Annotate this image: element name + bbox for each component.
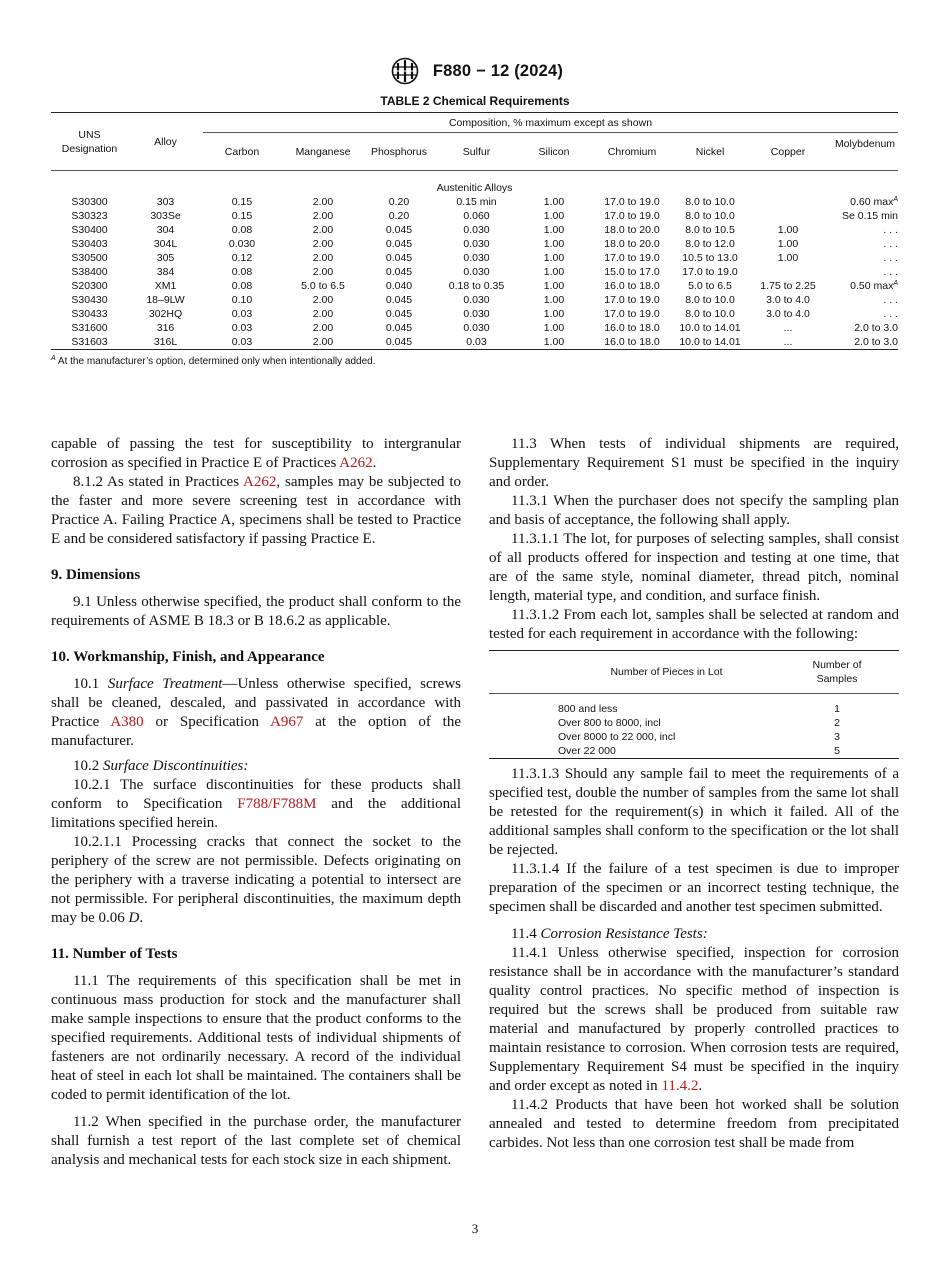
table-row [51,209,898,223]
paragraph-11-3-1: 11.3.1 When the purchaser does not specify the sampling plan and basis of acceptance, the following shall apply. [489,493,899,528]
table-cell: 0.03 [231,308,253,320]
composition-header: Composition, % maximum except as shown [203,113,898,133]
table-footnote: $^A$ At the manufacturer’s option, determined only when intentionally added. [51,355,376,367]
table-cell: . . . [883,252,898,264]
table-cell: 1.00 [543,280,565,292]
table-cell: S30400 [71,224,108,236]
table-cell: 17.0 to 19.0 [604,196,660,208]
table-cell: 0.15 min [456,196,497,208]
table-cell: 1.75 to 2.25 [760,280,816,292]
table-cell: 2.00 [312,266,334,278]
table-cell: 302HQ [148,308,183,320]
lot-row [489,730,899,744]
table-cell: XM1 [154,280,177,292]
table-cell: ... [783,322,793,334]
table-cell: 0.03 [433,335,520,350]
col-header-molybdenum: Molybdenum [832,133,898,171]
table-cell: 10.5 to 13.0 [682,252,738,264]
table-cell: 1.00 [543,322,565,334]
table-cell: 17.0 to 19.0 [604,294,660,306]
table-cell: 18.0 to 20.0 [604,238,660,250]
paragraph-10-2: 10.2 Surface Discontinuities: [73,758,249,774]
table-cell: 0.03 [231,322,253,334]
table-cell: 10.0 to 14.01 [679,322,741,334]
table-cell: S30323 [71,210,108,222]
paragraph-8-1-1-cont: capable of passing the test for susceptibility to intergranular corrosion as specified in Practice E of Practices A262. [51,436,461,471]
table-cell: 0.60 $\max^A$ [850,196,898,208]
table-cell: 0.045 [385,224,413,236]
section-10-heading: 10. Workmanship, Finish, and Appearance [51,649,325,665]
table-cell: 17.0 to 19.0 [604,210,660,222]
table-cell: 16.0 to 18.0 [604,280,660,292]
table-cell: 1.00 [543,224,565,236]
table-cell: 8.0 to 10.5 [685,224,735,236]
paragraph-11-3-1-2: 11.3.1.2 From each lot, samples shall be selected at random and tested for each requirement in accordance with the following: [489,607,899,642]
table-cell: 0.03 [203,335,281,350]
table-cell: 2.0 to 3.0 [832,335,898,350]
col-header-alloy: Alloy [128,113,203,171]
footnote-mark: A [51,355,56,362]
lot-range: Over 22 000 [558,744,775,759]
table-row [51,237,898,251]
table-cell: Se 0.15 min [841,210,898,222]
table-cell: 1.00 [543,308,565,320]
lot-samples: 5 [775,744,899,759]
table-cell: 16.0 to 18.0 [588,335,676,350]
table-cell: 0.045 [385,308,413,320]
col-header-nickel: Nickel [676,133,744,171]
paragraph-8-1-2: 8.1.2 As stated in Practices A262, samples may be subjected to the faster and more severe screening test in accordance with Practice A. Failing Practice A, specimens shall be tested to Practice E and be considered satisfactory if passing Practice E. [51,474,461,547]
lot-samples: 2 [834,717,840,729]
table-cell: 1.00 [543,252,565,264]
link-f788[interactable]: F788/F788M [237,796,317,812]
table-cell: 5.0 to 6.5 [301,280,345,292]
lot-col-samples: Number of Samples [775,651,899,694]
paragraph-11-3-1-1: 11.3.1.1 The lot, for purposes of selecting samples, shall consist of all products offered for inspection and testing at one time, that are of the same style, nominal diameter, thread pitch, nominal length, material type, and condition, and surface finish. [489,531,899,604]
section-9-heading: 9. Dimensions [51,567,141,583]
col-header-carbon: Carbon [203,133,281,171]
table-cell: 0.045 [385,252,413,264]
table-cell: 0.030 [463,252,490,264]
table-cell: 5.0 to 6.5 [688,280,732,292]
paragraph-10-1: 10.1 Surface Treatment—Unless otherwise specified, screws shall be cleaned, descaled, and passivated in accordance with Practice A380 or Specification A967 at the option of the manufacturer. [51,676,461,749]
document-designation: F880 − 12 (2024) [432,61,564,80]
section-11-heading: 11. Number of Tests [51,946,178,962]
lot-range: Over 800 to 8000, incl [558,717,661,729]
table-cell: 0.030 [228,238,256,250]
paragraph-10-2-1-1: 10.2.1.1 Processing cracks that connect the socket to the periphery of the screw are not permissible. Defects originating on the periphery with a traverse indicating a potential to intersect are not permissible. For peripheral discontinuities, the maximum depth may be 0.06 D. [51,834,461,926]
table-cell: 0.15 [231,196,253,208]
table-cell: 2.00 [312,308,334,320]
table-cell: 0.060 [463,210,490,222]
lot-samples: 1 [834,703,840,715]
table-cell: 8.0 to 10.0 [685,196,735,208]
table-cell: 0.030 [463,308,490,320]
page-number: 3 [471,1221,479,1236]
table-cell: 8.0 to 10.0 [685,210,735,222]
lot-row [489,744,899,759]
table-cell: 17.0 to 19.0 [682,266,738,278]
table-cell: 384 [156,266,175,278]
table-cell: 0.08 [231,280,253,292]
astm-logo-icon [387,57,423,85]
table-cell: 1.00 [543,210,565,222]
table-cell: 10.0 to 14.01 [676,335,744,350]
lot-range: 800 and less [558,703,618,715]
table-cell: 0.08 [231,224,253,236]
table-cell: 316 [156,322,175,334]
table-cell: 2.00 [312,210,334,222]
table-cell: 304L [153,238,178,250]
table-cell: 0.040 [385,280,413,292]
table-cell: 305 [156,252,175,264]
table-cell: 1.00 [543,294,565,306]
table-row [51,251,898,265]
table-cell: 2.00 [312,252,334,264]
table-cell: 2.00 [281,335,365,350]
table-cell: 0.045 [385,266,413,278]
table-cell: . . . [883,266,898,278]
paragraph-11-3: 11.3 When tests of individual shipments are required, Supplementary Requirement S1 must be specified in the inquiry and order. [489,436,899,490]
table-cell: 8.0 to 10.0 [685,294,735,306]
table-cell: 303Se [150,210,181,222]
table-cell [744,195,832,209]
table-cell: 0.10 [231,294,253,306]
table-cell: 0.15 [231,210,253,222]
paragraph-11-4-1: 11.4.1 Unless otherwise specified, inspection for corrosion resistance shall be in accordance with the manufacturer’s standard quality control practices. No specific method of inspection is required but the screws shall be produced from suitable raw material and manufactured by properly controlled practices to maintain resistance to corrosion. When corrosion tests are required, Supplementary Requirement S4 must be specified in the inquiry and order except as noted in 11.4.2. [489,945,899,1094]
table-cell: 1.00 [543,266,565,278]
link-a262[interactable]: A262 [339,455,373,471]
table-cell: 18.0 to 20.0 [604,224,660,236]
table-row [51,265,898,279]
col-header-chromium: Chromium [588,133,676,171]
table-cell: 3.0 to 4.0 [766,294,810,306]
table-cell: 3.0 to 4.0 [766,308,810,320]
table-cell: . . . [883,308,898,320]
table-row [51,321,898,335]
footnote-ref: A [893,196,898,203]
table-cell [744,265,832,279]
lot-row [489,716,899,730]
table-cell: 1.00 [543,238,565,250]
col-header-uns: UNS Designation [51,113,128,171]
table-cell: . . . [883,294,898,306]
footnote-ref: A [893,280,898,287]
link-a262-2[interactable]: A262 [243,474,277,490]
table-row [51,279,898,293]
table-cell: 2.00 [312,294,334,306]
link-11-4-2[interactable]: 11.4.2 [661,1078,699,1094]
lot-sample-table [489,650,899,759]
right-column [489,435,899,1153]
table-cell: . . . [883,224,898,236]
col-header-phosphorus: Phosphorus [365,133,433,171]
table-cell: 1.00 [777,252,799,264]
table-cell: S38400 [71,266,108,278]
table-cell: 2.00 [312,224,334,236]
chemical-requirements-table [51,112,898,350]
table-cell: 8.0 to 12.0 [685,238,735,250]
table-row [51,195,898,209]
table-cell: 0.030 [463,322,490,334]
paragraph-11-2: 11.2 When specified in the purchase order, the manufacturer shall furnish a test report of the last complete set of chemical analysis and mechanical tests for each stock size in each shipment. [51,1114,461,1168]
table-cell: 15.0 to 17.0 [604,266,660,278]
table-cell: 8.0 to 10.0 [685,308,735,320]
table-row [51,293,898,307]
table-cell: S30430 [71,294,108,306]
table-cell: 1.00 [777,238,799,250]
table-cell: ... [744,335,832,350]
table-cell: 0.030 [463,266,490,278]
paragraph-11-3-1-4: 11.3.1.4 If the failure of a test specimen is due to improper preparation of the specimen or an incorrect testing technique, the specimen shall be discarded and another test specimen submitted. [489,861,899,915]
table-cell: 2.00 [312,196,334,208]
paragraph-10-2-1: 10.2.1 The surface discontinuities for these products shall conform to Specification F788/F788M and the additional limitations specified herein. [51,777,462,831]
table-cell: 303 [156,196,175,208]
table-cell: 0.12 [231,252,253,264]
table-row [51,307,898,321]
table-row [51,223,898,237]
table-cell: 0.045 [365,335,433,350]
lot-row [489,694,899,717]
table-cell: 2.0 to 3.0 [854,322,898,334]
table-cell: S31603 [51,335,128,350]
table-cell: 0.20 [388,196,410,208]
paragraph-11-1: 11.1 The requirements of this specification shall be met in continuous mass production for stock and the manufacturer shall make sample inspections to ensure that the product conforms to the specified requirements. Additional tests of individual shipments of fasteners are not ordinarily necessary. A record of the individual heat of steel in each lot shall be maintained. The containers shall be coded to permit identification of the lot. [51,973,461,1103]
table-cell: 0.045 [385,238,413,250]
lot-samples: 3 [834,731,840,743]
table-cell: 2.00 [312,238,334,250]
table-cell: S20300 [71,280,108,292]
table-cell: 2.00 [312,322,334,334]
col-header-silicon: Silicon [520,133,588,171]
table-cell: S30403 [71,238,108,250]
table-cell: 16.0 to 18.0 [604,322,660,334]
page-header [0,56,950,86]
table-cell: 1.00 [543,196,565,208]
col-header-sulfur: Sulfur [433,133,520,171]
lot-range: Over 8000 to 22 000, incl [558,731,676,743]
table-cell: 0.030 [463,224,490,236]
table-cell: S30433 [71,308,108,320]
table-cell: 1.00 [777,224,799,236]
table-cell: 316L [128,335,203,350]
table-cell: 0.030 [463,238,490,250]
link-a967[interactable]: A967 [270,714,304,730]
table-cell: 0.045 [385,322,413,334]
table-row [51,335,898,350]
table-cell: S30500 [71,252,108,264]
col-header-manganese: Manganese [281,133,365,171]
table-cell [744,209,832,223]
paragraph-11-4: 11.4 Corrosion Resistance Tests: [511,926,708,942]
col-header-copper: Copper [744,133,832,171]
table-cell: S31600 [71,322,108,334]
table-cell: 1.00 [520,335,588,350]
group-label: Austenitic Alloys [436,182,513,194]
table-cell: 0.18 to 0.35 [448,280,505,292]
table-cell: 0.50 $\max^A$ [850,280,898,292]
table-cell: 0.030 [463,294,490,306]
table-cell: 0.20 [388,210,410,222]
link-a380[interactable]: A380 [110,714,144,730]
table-cell: 304 [156,224,175,236]
table-cell: S30300 [71,196,108,208]
table-title: TABLE 2 Chemical Requirements [380,94,570,108]
table-cell: 17.0 to 19.0 [604,308,660,320]
lot-col-pieces: Number of Pieces in Lot [558,651,775,694]
table-cell: 0.08 [231,266,253,278]
table-cell: . . . [883,238,898,250]
table-cell: 18–9LW [146,294,185,306]
paragraph-11-4-2: 11.4.2 Products that have been hot worked shall be solution annealed and tested to determine freedom from precipitated carbides. Not less than one corrosion test shall be made from [489,1097,899,1151]
paragraph-9-1: 9.1 Unless otherwise specified, the product shall conform to the requirements of ASME B 18.3 or B 18.6.2 as applicable. [51,594,461,629]
table-cell: 0.045 [385,294,413,306]
paragraph-11-3-1-3: 11.3.1.3 Should any sample fail to meet the requirements of a specified test, double the number of samples from the same lot shall be retested for the requirement(s) in which it failed. All of the additional samples shall conform to the specification or the lot shall be rejected. [489,766,899,858]
left-column [51,435,461,1170]
table-cell: 17.0 to 19.0 [604,252,660,264]
